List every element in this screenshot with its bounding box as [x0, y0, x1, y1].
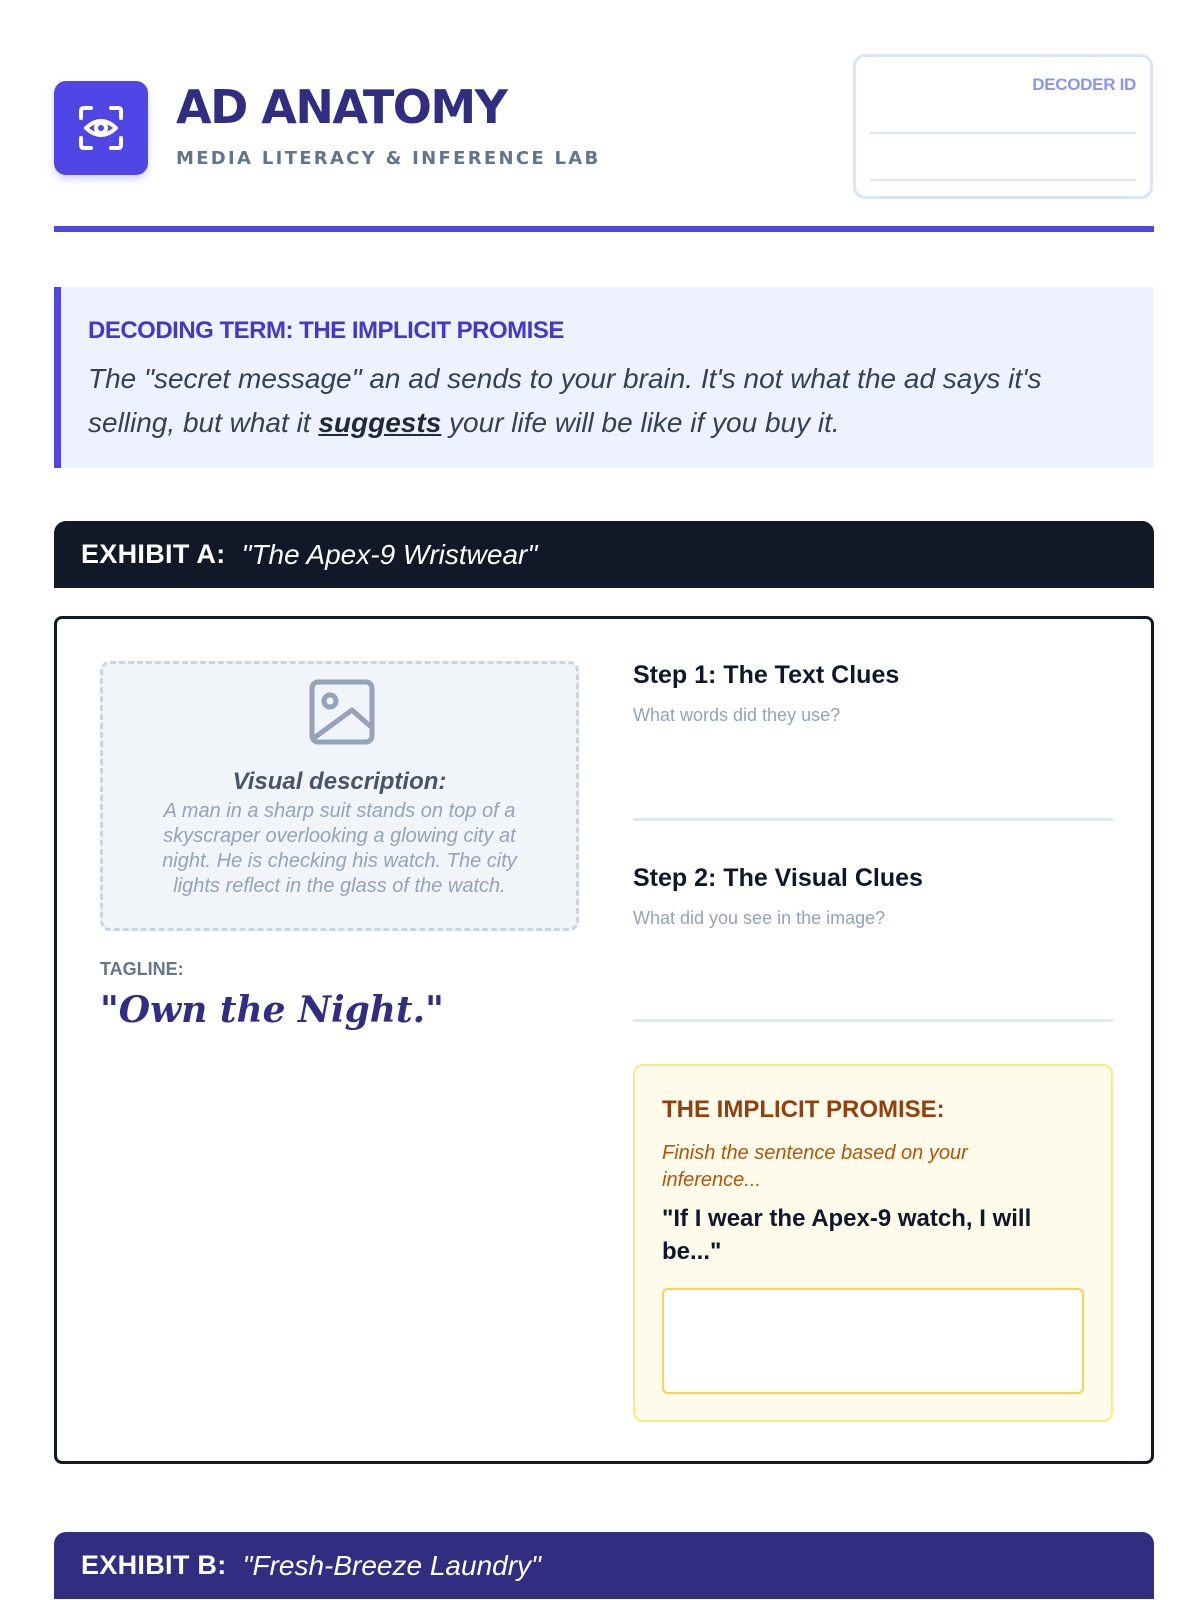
exhibit-name: "The Apex-9 Wristwear": [241, 538, 538, 570]
decoder-id-line[interactable]: [870, 132, 1136, 134]
decoder-id-label: DECODER ID: [1032, 75, 1136, 94]
image-icon: [308, 678, 376, 746]
eye-scan-icon: [75, 102, 127, 154]
logo: [54, 81, 148, 175]
definition-emphasis: suggests: [318, 407, 442, 438]
visual-description-title: Visual description:: [232, 768, 447, 795]
page-subtitle: MEDIA LITERACY & INFERENCE LAB: [176, 148, 601, 169]
visual-description-text: A man in a sharp suit stands on top of a skyscraper overlooking a glowing city at night. He is checking his watch. The city lights reflect in the glass of the watch.: [162, 800, 517, 897]
implicit-promise-hint: Finish the sentence based on your inference...: [662, 1142, 968, 1191]
exhibit-a-header: [54, 521, 1154, 588]
decoder-id-line[interactable]: [870, 179, 1136, 181]
step-2-answer-line[interactable]: [633, 1019, 1113, 1022]
tagline-label: TAGLINE:: [100, 959, 184, 979]
definition-text-part: The "secret message" an ad sends to your brain. It's not what the ad says it's selling, but what it: [88, 363, 1042, 438]
step-2-hint: What did you see in the image?: [633, 908, 886, 928]
implicit-promise-answer-field[interactable]: [662, 1288, 1084, 1394]
definition-term: DECODING TERM: THE IMPLICIT PROMISE: [88, 317, 564, 344]
step-1-title: Step 1: The Text Clues: [633, 661, 900, 689]
implicit-promise-prompt: "If I wear the Apex-9 watch, I will be...": [662, 1205, 1032, 1265]
visual-description-box: [100, 661, 579, 931]
step-1-answer-line[interactable]: [633, 818, 1113, 821]
decoder-id-box: [853, 54, 1153, 199]
exhibit-label: EXHIBIT B:: [81, 1550, 227, 1580]
definition-callout: [54, 287, 1154, 468]
exhibit-b-header: [54, 1532, 1154, 1599]
definition-text: [88, 357, 1108, 445]
step-2-title: Step 2: The Visual Clues: [633, 864, 923, 892]
definition-text-part: your life will be like if you buy it.: [441, 407, 840, 438]
worksheet-header: [54, 54, 1154, 200]
step-2: [633, 864, 1113, 929]
exhibit-a-card: [54, 616, 1154, 1464]
implicit-promise-title: THE IMPLICIT PROMISE:: [662, 1096, 945, 1123]
step-1-hint: What words did they use?: [633, 705, 841, 725]
tagline-text: "Own the Night.": [100, 989, 444, 1031]
exhibit-name: "Fresh-Breeze Laundry": [242, 1549, 541, 1581]
step-1: [633, 661, 1113, 726]
exhibit-label: EXHIBIT A:: [81, 539, 226, 569]
header-divider: [54, 226, 1154, 232]
implicit-promise-box: [633, 1064, 1113, 1422]
page-title: AD ANATOMY: [176, 80, 507, 134]
